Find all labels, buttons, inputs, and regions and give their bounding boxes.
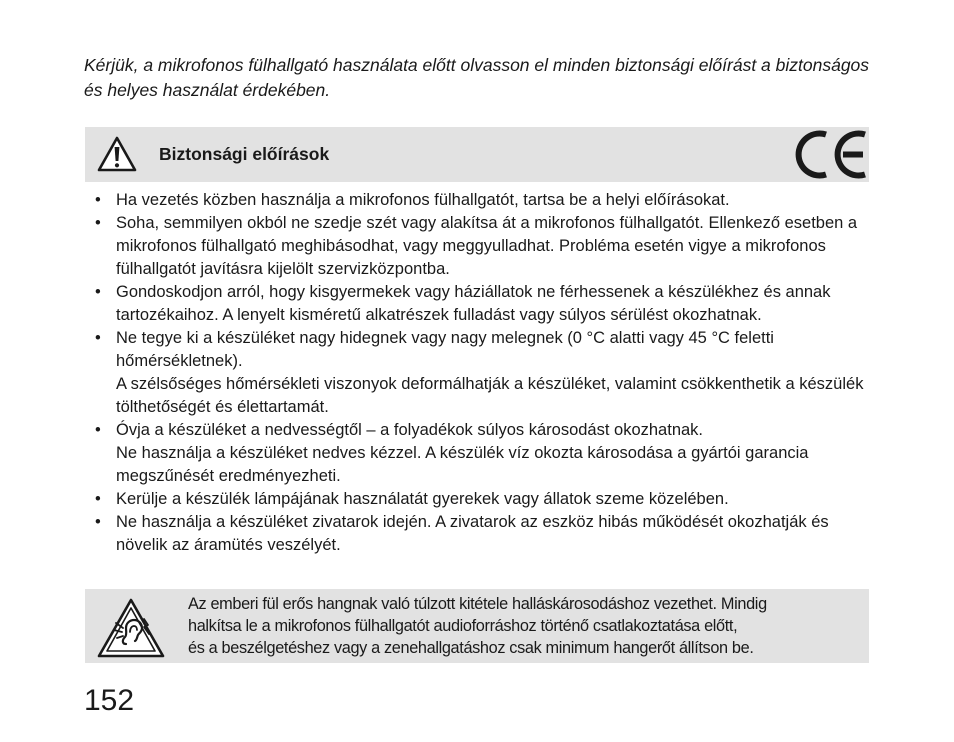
rule-text: • Ne tegye ki a készüléket nagy hidegnek vagy nagy melegnek (0 °C alatti vagy 45 °C feletti hőmérsékletnek). xyxy=(116,329,774,370)
hearing-warning-line: és a beszélgetéshez vagy a zenehallgatáshoz csak minimum hangerőt állítson be. xyxy=(188,639,754,657)
rule-text: • Kerülje a készülék lámpájának használatát gyerekek vagy állatok szeme közelében. xyxy=(116,490,729,508)
list-item xyxy=(93,327,868,419)
rule-text: • Ha vezetés közben használja a mikrofonos fülhallgatót, tartsa be a helyi előírásokat. xyxy=(116,191,730,209)
safety-section-header xyxy=(85,127,869,182)
list-item xyxy=(93,212,868,281)
hearing-warning-text xyxy=(188,593,858,659)
intro-text: Kérjük, a mikrofonos fülhallgató használata előtt olvasson el minden biztonsági előírást a biztonságos és helyes használat érdekében. xyxy=(84,55,870,100)
warning-triangle-icon xyxy=(96,135,138,173)
rule-text: Ne használja a készüléket nedves kézzel. A készülék víz okozta károsodása a gyártói garancia megszűnését eredményezheti. xyxy=(116,444,809,485)
rule-text: • Óvja a készüléket a nedvességtől – a folyadékok súlyos károsodást okozhatnak. xyxy=(116,421,704,439)
page-number: 152 xyxy=(84,684,135,717)
rule-text: A szélsőséges hőmérsékleti viszonyok deformálhatják a készüléket, valamint csökkenthetik a készülék tölthetőségét és élettartamát. xyxy=(116,375,864,416)
safety-rules-list xyxy=(93,189,868,557)
hearing-warning-box xyxy=(85,589,869,663)
hearing-warning-line: Az emberi fül erős hangnak való túlzott kitétele halláskárosodáshoz vezethet. Mindig xyxy=(188,595,767,613)
list-item xyxy=(93,511,868,557)
ce-mark-icon xyxy=(793,127,869,182)
list-item xyxy=(93,281,868,327)
rule-text: • Gondoskodjon arról, hogy kisgyermekek vagy háziállatok ne férhessenek a készülékhez és annak tartozékaihoz. A lenyelt kisméretű alkatrészek fulladást vagy súlyos sérülést okozhatnak. xyxy=(116,283,831,324)
hearing-damage-icon xyxy=(96,597,166,659)
rule-text: • Ne használja a készüléket zivatarok idején. A zivatarok az eszköz hibás működését okozhatják és növelik az áramütés veszélyét. xyxy=(116,513,829,554)
list-item xyxy=(93,419,868,488)
list-item xyxy=(93,189,868,212)
hearing-warning-line: halkítsa le a mikrofonos fülhallgatót audioforráshoz történő csatlakoztatása előtt, xyxy=(188,617,738,635)
list-item xyxy=(93,488,868,511)
rule-text: • Soha, semmilyen okból ne szedje szét vagy alakítsa át a mikrofonos fülhallgatót. Ellenkező esetben a mikrofonos fülhallgató meghibásodhat, vagy meggyulladhat. Probléma esetén vigye a mikrofonos fülhallgatót javításra kijelölt szervizközpontba. xyxy=(116,214,858,278)
section-title: Biztonsági előírások xyxy=(159,144,330,164)
